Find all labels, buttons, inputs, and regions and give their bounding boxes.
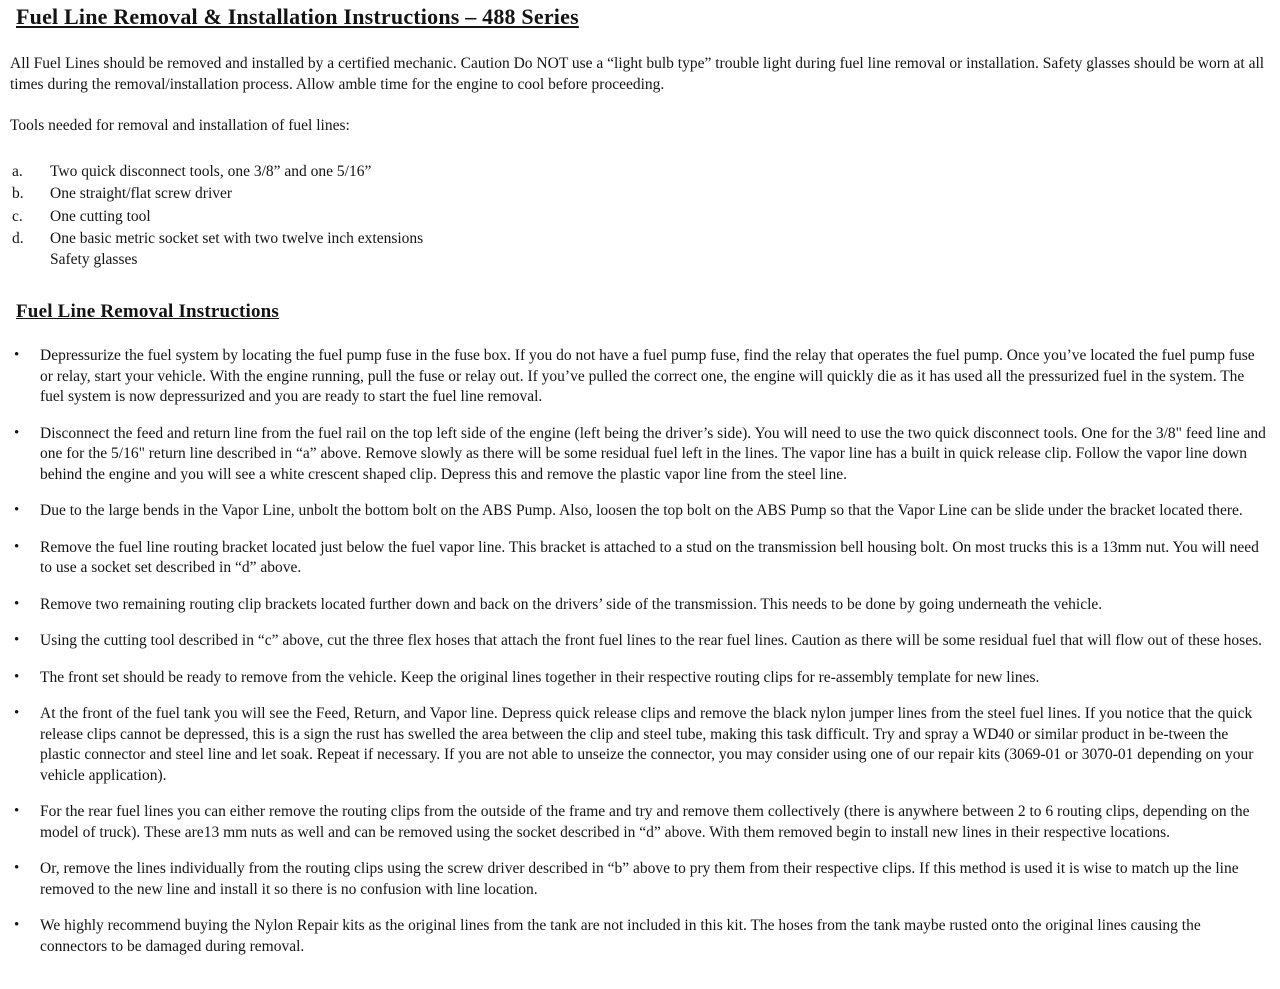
bullet-icon: •: [14, 502, 20, 518]
removal-step: [10, 346, 1266, 408]
step-text: Due to the large bends in the Vapor Line, unbolt the bottom bolt on the ABS Pump. Also, loosen the top bolt on the ABS Pump so that the Vapor Line can be slide under the bracket located there.: [40, 502, 1243, 519]
tool-text: Two quick disconnect tools, one 3/8” and one 5/16”: [50, 162, 372, 180]
tools-list: [10, 162, 1266, 271]
bullet-icon: •: [14, 803, 20, 819]
step-text: The front set should be ready to remove from the vehicle. Keep the original lines together in their respective routing clips for re-assembly template for new lines.: [40, 668, 1040, 686]
tool-letter: c.: [12, 207, 23, 225]
section-heading: Fuel Line Removal Instructions: [16, 301, 280, 322]
tool-letter: d.: [12, 230, 24, 247]
step-text: Using the cutting tool described in “c” above, cut the three flex hoses that attach the front fuel lines to the rear fuel lines. Caution as there will be some residual fuel that will flow out of these hoses.: [40, 632, 1262, 649]
removal-step: [10, 595, 1266, 616]
tool-text-continuation: Safety glasses: [50, 250, 138, 268]
removal-step: [10, 424, 1266, 486]
bullet-icon: •: [14, 595, 20, 612]
tool-letter: a.: [12, 162, 23, 180]
tool-text: One basic metric socket set with two twelve inch extensions: [50, 230, 424, 247]
removal-step: [10, 859, 1266, 900]
step-text: For the rear fuel lines you can either remove the routing clips from the outside of the frame and try and remove them collectively (there is anywhere between 2 to 6 routing clips, depending on the model of truck). These are13 mm nuts as well and can be removed using the socket described in “d” above. With them removed begin to install new lines in their respective locations.: [40, 803, 1250, 841]
step-text: Remove the fuel line routing bracket located just below the fuel vapor line. This bracket is attached to a stud on the transmission bell housing bolt. On most trucks this is a 13mm nut. You will need to use a socket set described in “d” above.: [40, 538, 1259, 576]
step-text: Disconnect the feed and return line from the fuel rail on the top left side of the engine (left being the driver’s side). You will need to use the two quick disconnect tools. One for the 3/8" feed line and one for the 5/16" return line described in “a” above. Remove slowly as there will be some residual fuel left in the lines. The vapor line has a built in quick release clip. Follow the vapor line down behind the engine and you will see a white crescent shaped clip. Depress this and remove the plastic vapor line from the steel line.: [40, 424, 1266, 483]
removal-steps-list: [10, 346, 1266, 957]
bullet-icon: •: [14, 917, 20, 933]
tool-item-a: [10, 162, 1266, 183]
bullet-icon: •: [14, 705, 20, 721]
tool-item-c: [10, 207, 1266, 228]
step-text: Remove two remaining routing clip brackets located further down and back on the drivers’ side of the transmission. This needs to be done by going underneath the vehicle.: [40, 595, 1103, 613]
bullet-icon: •: [14, 632, 20, 648]
tool-item-b: [10, 184, 1266, 205]
removal-step: [10, 501, 1266, 522]
step-text: Depressurize the fuel system by locating the fuel pump fuse in the fuse box. If you do not have a fuel pump fuse, find the relay that operates the fuel pump. Once you’ve located the fuel pump fuse or relay, start your vehicle. With the engine running, pull the fuse or relay out. If you’ve pulled the correct one, the engine will quickly die as it has used all the pressurized fuel in the system. The fuel system is now depressurized and you are ready to start the fuel line removal.: [40, 347, 1255, 405]
tool-text: One cutting tool: [50, 207, 151, 225]
bullet-icon: •: [14, 668, 20, 685]
removal-step: [10, 704, 1266, 786]
tool-letter: b.: [12, 185, 24, 202]
tool-item-d: [10, 229, 1266, 270]
tool-text: One straight/flat screw driver: [50, 185, 233, 202]
step-text: We highly recommend buying the Nylon Repair kits as the original lines from the tank are not included in this kit. The hoses from the tank maybe rusted onto the original lines causing the connectors to be damaged during removal.: [40, 917, 1201, 955]
bullet-icon: •: [14, 538, 20, 555]
removal-step: [10, 631, 1266, 652]
bullet-icon: •: [14, 347, 20, 363]
step-text: Or, remove the lines individually from the routing clips using the screw driver described in “b” above to pry them from their respective clips. If this method is used it is wise to match up the line removed to the new line and install it so there is no confusion with line location.: [40, 860, 1239, 898]
removal-step: [10, 916, 1266, 957]
bullet-icon: •: [14, 424, 20, 441]
intro-paragraph: All Fuel Lines should be removed and installed by a certified mechanic. Caution Do NOT use a “light bulb type” trouble light during fuel line removal or installation. Safety glasses should be worn at all times during the removal/installation process. Allow amble time for the engine to cool before proceeding.: [10, 55, 1265, 93]
removal-step: [10, 668, 1266, 689]
removal-step: [10, 802, 1266, 843]
tools-intro: Tools needed for removal and installation of fuel lines:: [10, 117, 350, 134]
bullet-icon: •: [14, 860, 20, 876]
step-text: At the front of the fuel tank you will see the Feed, Return, and Vapor line. Depress quick release clips and remove the black nylon jumper lines from the steel fuel lines. If you notice that the quick release clips cannot be depressed, this is a sign the rust has swelled the area between the clip and steel tube, making this task difficult. Try and spray a WD40 or similar product in be-tween the plastic connector and steel line and let soak. Repeat if necessary. If you are not able to unseize the connector, you may consider using one of our repair kits (3069-01 or 3070-01 depending on your vehicle application).: [40, 705, 1254, 784]
removal-step: [10, 538, 1266, 579]
page-title: Fuel Line Removal & Installation Instructions – 488 Series: [16, 4, 579, 29]
